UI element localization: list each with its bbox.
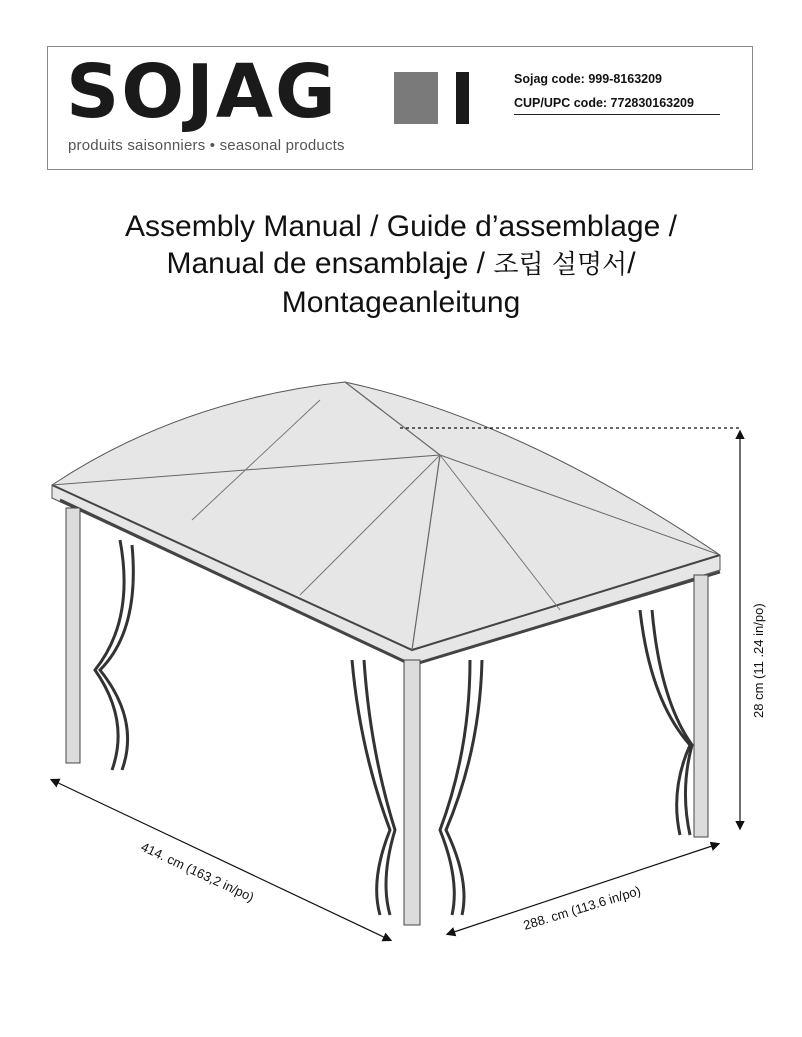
gazebo-diagram [0,360,802,960]
gazebo-roof [52,382,720,665]
length-dimension-label: 414. cm (163,2 in/po) [138,839,257,905]
title-line-2 [0,245,802,284]
product-codes [514,67,694,115]
brand-logo-text: SOJAG [66,49,338,135]
title-line-2-end: / [627,247,636,280]
length-dimension-line [52,780,390,940]
brand-tagline: produits saisonniers • seasonal products [68,137,345,154]
logo-square-icon [394,72,438,124]
sojag-code: Sojag code: 999-8163209 [514,72,662,86]
title-line-3: Montageanleitung [281,286,521,319]
title-line-2-latin: Manual de ensamblaje / [166,247,494,280]
width-dimension-label: 288. cm (113.6 in/po) [521,882,643,933]
header-box [47,46,753,170]
manual-title [0,208,802,321]
upc-code: CUP/UPC code: 772830163209 [514,96,694,110]
title-line-1: Assembly Manual / Guide d’assemblage / [125,210,677,243]
height-dimension-label: 28 cm (11 .24 in/po) [751,603,766,718]
logo-bar-icon [456,72,469,124]
codes-divider [514,114,720,115]
title-line-2-korean: 조립 설명서 [493,250,628,280]
width-dimension-line [448,844,718,934]
